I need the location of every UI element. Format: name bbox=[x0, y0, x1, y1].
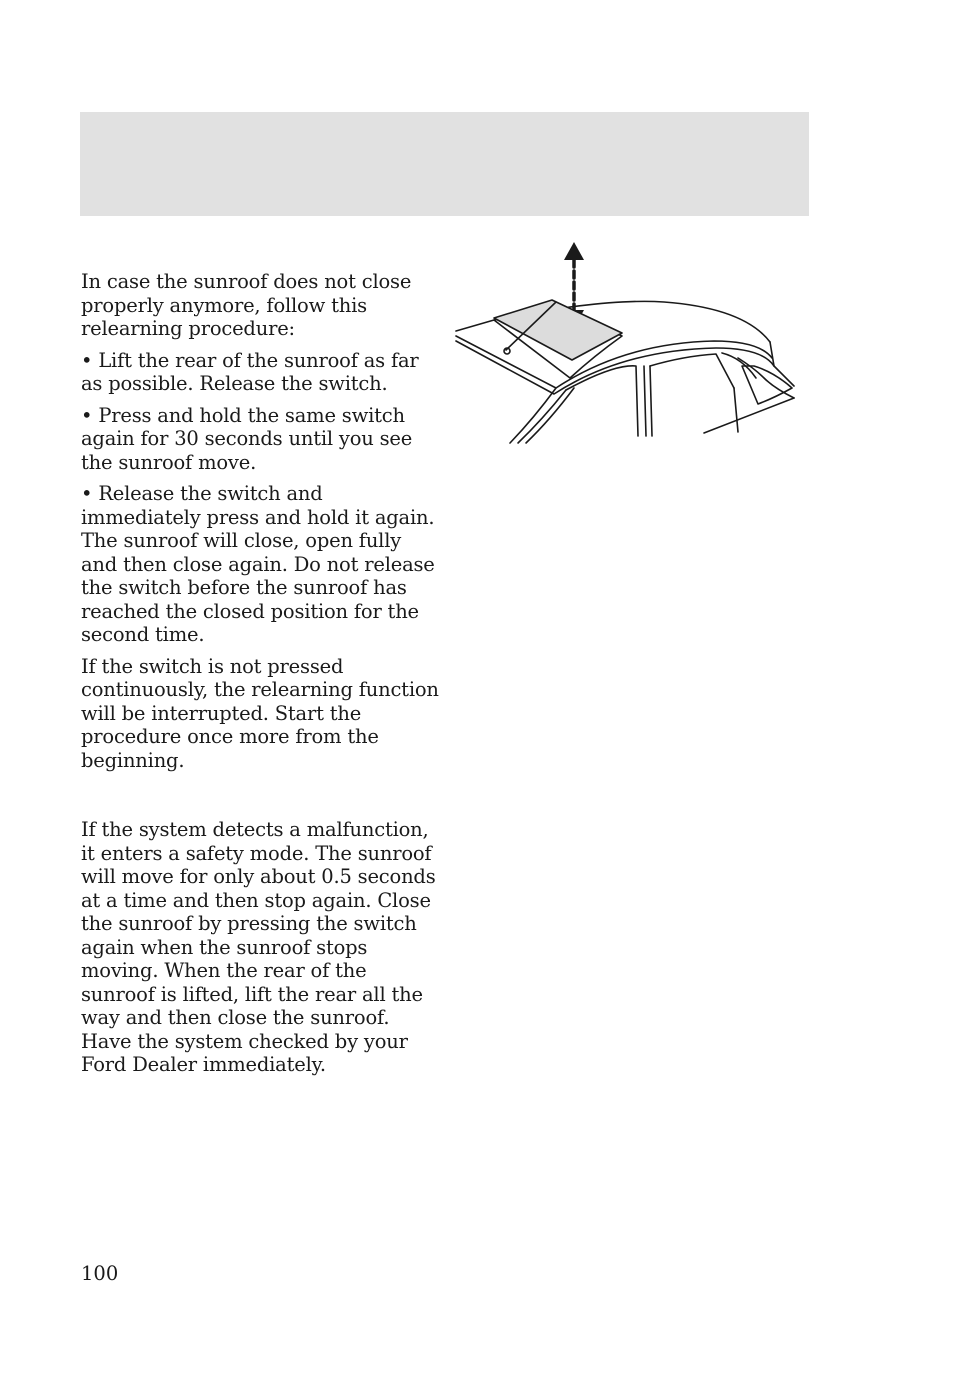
relearning-procedure-section bbox=[81, 270, 441, 780]
bullet-step-1: • Lift the rear of the sunroof as far as possible. Release the switch. bbox=[81, 349, 441, 396]
intro-paragraph: In case the sunroof does not close properly anymore, follow this relearning procedure: bbox=[81, 270, 412, 340]
page-number: 100 bbox=[81, 1262, 119, 1285]
bullet-step-2: • Press and hold the same switch again for 30 seconds until you see the sunroof move. bbox=[81, 404, 441, 475]
sunroof-car-illustration bbox=[454, 238, 810, 448]
header-band bbox=[80, 112, 809, 216]
interruption-note: If the switch is not pressed continuously, the relearning function will be interrupted. Start the procedure once more from the beginning. bbox=[81, 654, 439, 772]
safety-mode-section bbox=[81, 818, 441, 1085]
safety-mode-paragraph: If the system detects a malfunction, it enters a safety mode. The sunroof will move for only about 0.5 seconds at a time and then stop again. Close the sunroof by pressing the switch again when the sunroof stops moving. When the rear of the sunroof is lifted, lift the rear all the way and then close the sunroof. Have the system checked by your Ford Dealer immediately. bbox=[81, 818, 436, 1076]
bullet-step-3: • Release the switch and immediately press and hold it again. The sunroof will close, open fully and then close again. Do not release the switch before the sunroof has reached the closed position for the second time. bbox=[81, 482, 441, 647]
